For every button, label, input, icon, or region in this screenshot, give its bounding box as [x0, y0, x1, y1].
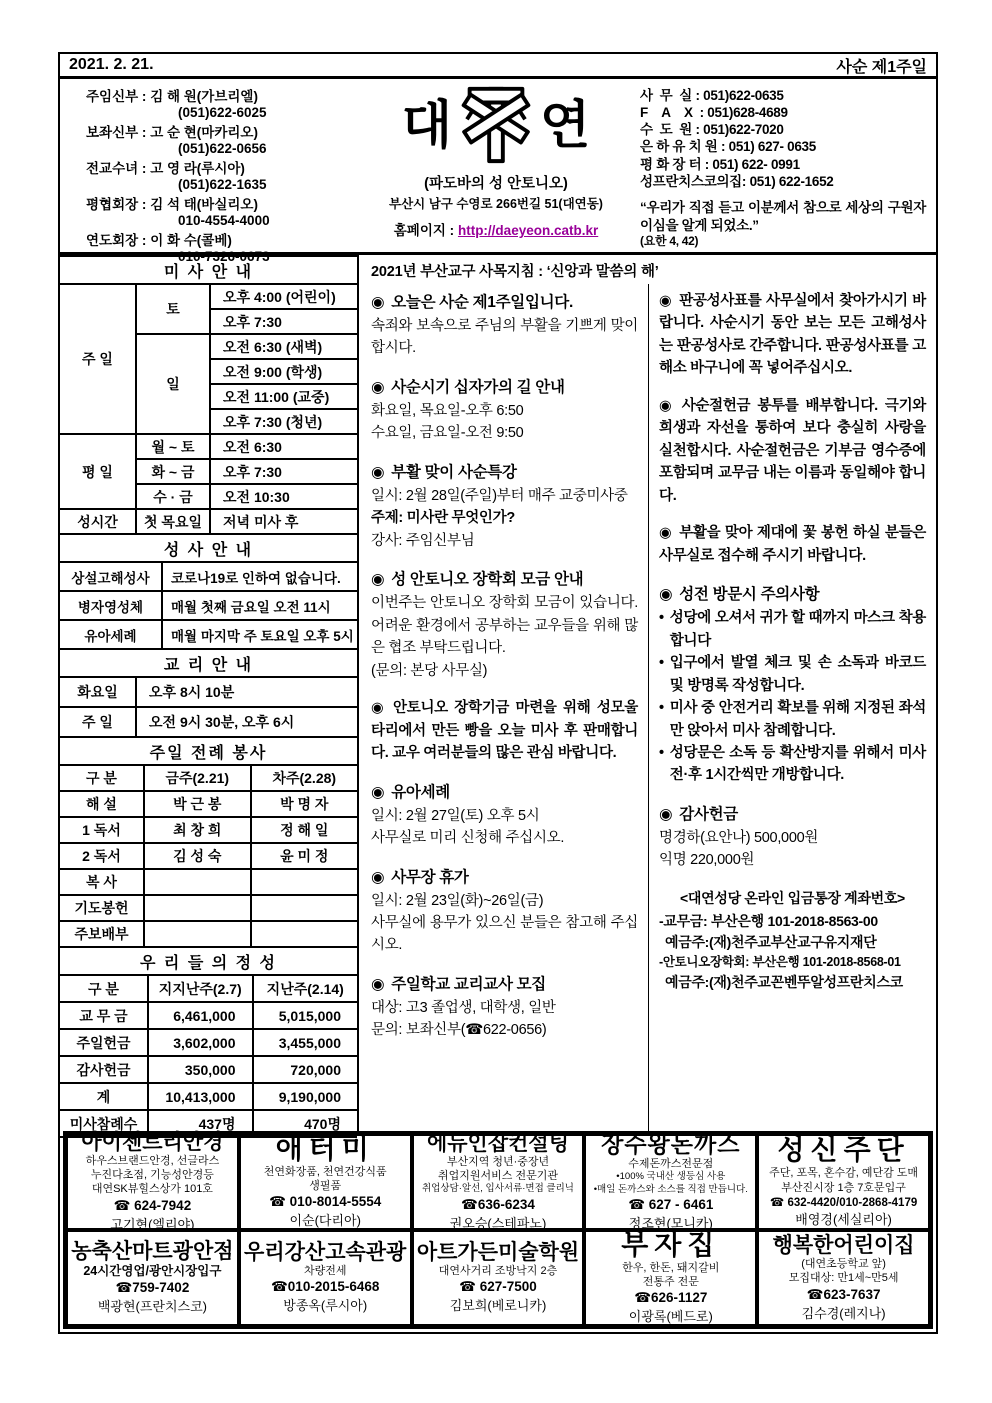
liturgy-roster-table	[60, 736, 357, 948]
scripture-quote: “우리가 직접 듣고 이분께서 참으로 세상의 구원자이심을 알게 되었소.”	[640, 199, 926, 233]
table-title: 성 사 안 내	[60, 534, 357, 562]
notice-text: 성당문은 소독 등 확산방지를 위해서 미사 전·후 1시간씩만 개방합니다.	[669, 744, 926, 784]
contact-name: 고 영 라(루시아)	[150, 160, 245, 176]
table-title: 미 사 안 내	[60, 256, 357, 284]
ad-line: •매일 돈까스와 소스를 직접 만듭니다.	[593, 1183, 748, 1195]
row-label: 화요일	[60, 677, 136, 707]
phone-line: F A X : 051)628-4689	[640, 105, 788, 121]
row-label: 계	[60, 1083, 148, 1110]
announcement	[659, 582, 926, 787]
cell-value	[144, 869, 251, 895]
section-bullet-icon: ◉	[371, 975, 385, 993]
parish-address: 부산시 남구 수영로 266번길 51(대연동)	[389, 197, 603, 211]
row-label: 1 독서	[60, 817, 144, 843]
ads-grid	[63, 1131, 933, 1329]
ad-line: 24시간영업/광안시장입구	[83, 1264, 222, 1279]
announcement-title: 사순시기 십자가의 길 안내	[391, 378, 565, 396]
phone-line: 평 화 장 터 : 051) 622- 0991	[640, 156, 800, 172]
cell-value	[251, 895, 358, 921]
ad-phone: ☎ 010-8014-5554	[269, 1194, 382, 1210]
list-bullet-icon: •	[659, 610, 664, 627]
cell-value: 박 명 자	[251, 791, 358, 817]
ad-line: 누진다초점, 기능성안경등	[90, 1169, 214, 1182]
ad-card	[66, 1230, 239, 1326]
mass-time: 오전 10:30	[210, 484, 357, 509]
ad-line: 부산지역 청년·중장년	[446, 1155, 550, 1168]
ad-title: 아이젠트리안경	[81, 1130, 224, 1154]
row-label: 복 사	[60, 869, 144, 895]
ad-card	[584, 1130, 757, 1231]
ad-person: 이광록(베드로)	[628, 1309, 713, 1325]
day-group-label: 평 일	[60, 434, 136, 509]
section-bullet-icon: ◉	[659, 525, 673, 542]
row-label: 주 일	[60, 707, 136, 737]
masthead	[60, 79, 936, 265]
ad-line: 모집대상: 만1세~만5세	[788, 1272, 899, 1285]
section-bullet-icon: ◉	[371, 868, 385, 886]
ad-person: 김수경(레지나)	[801, 1305, 886, 1321]
row-label: 병자영성체	[60, 591, 162, 620]
logo-char-right: 연	[540, 95, 591, 156]
ad-line: 부산진시장 1층 7호문입구	[781, 1181, 906, 1194]
mass-time: 오후 7:30	[210, 309, 357, 334]
ad-person: 백광현(프란치스코)	[97, 1299, 207, 1315]
row-label: 상설고해성사	[60, 562, 162, 591]
mass-time: 오후 4:00 (어린이)	[210, 284, 357, 309]
section-bullet-icon: ◉	[659, 397, 675, 414]
bank-account-line: 예금주:(재)천주교부산교구유지재단	[665, 933, 877, 950]
mass-time: 오전 11:00 (교중)	[210, 384, 357, 409]
ad-card	[757, 1134, 930, 1230]
homepage-label: 홈페이지 :	[393, 223, 455, 238]
announcement-text: 수요일, 금요일-오전 9:50	[371, 425, 524, 442]
ad-phone: ☎636-6234	[461, 1196, 535, 1212]
ad-person: 이순(다리아)	[289, 1213, 361, 1229]
announcement-text: 주제: 미사란 무엇인가?	[371, 510, 515, 527]
mass-time: 오전 9:00 (학생)	[210, 359, 357, 384]
contact-role: 평협회장 :	[86, 196, 147, 212]
section-bullet-icon: ◉	[371, 571, 385, 589]
announcement	[371, 697, 638, 764]
announcement-text: (문의: 본당 사무실)	[371, 662, 488, 679]
cell-value: 박 근 봉	[144, 791, 251, 817]
ad-phone: ☎ 624-7942	[113, 1197, 192, 1213]
announcement	[371, 375, 638, 445]
notice-bullet	[659, 607, 926, 652]
ad-phone: ☎ 627-7500	[459, 1279, 537, 1295]
bank-account-heading: <대연성당 온라인 입금통장 계좌번호>	[680, 889, 905, 906]
issue-date: 2021. 2. 21.	[69, 56, 154, 73]
phone-directory	[630, 79, 936, 252]
contact-name: 이 화 수(콜베)	[150, 232, 232, 248]
amount-cell: 3,602,000	[148, 1029, 253, 1056]
contact-entry	[86, 89, 362, 122]
announcement-text: 이번주는 안토니오 장학회 모금이 있습니다. 어려운 환경에서 공부하는 교우들을 위해 많은 협조 부탁드립니다.	[371, 595, 638, 657]
announcement	[659, 522, 926, 567]
ad-line: 취업상담·알선, 입사서류·면접 클리닉	[422, 1183, 574, 1195]
announcement-text: 부활을 맞아 제대에 꽃 봉헌 하실 분들은 사무실로 접수해 주시기 바랍니다.	[659, 525, 926, 564]
ad-line: •100% 국내산 생등심 사용	[616, 1171, 726, 1183]
amount-cell: 10,413,000	[148, 1083, 253, 1110]
ad-line: 대연SK뷰힐스상가 101호	[91, 1183, 213, 1196]
announcement	[659, 395, 926, 507]
announcement-text: 속죄와 보속으로 주님의 부활을 기쁘게 맞이 합시다.	[371, 318, 638, 357]
ad-line: 하우스브랜드안경, 선글라스	[85, 1154, 220, 1167]
announcement-title: 주일학교 교리교사 모집	[391, 975, 546, 993]
announcements-right-column	[648, 284, 936, 1131]
ad-card	[757, 1230, 930, 1326]
phone-line: 사 무 실 : 051)622-0635	[640, 88, 784, 103]
cell-value	[144, 895, 251, 921]
ad-title: 부자집	[621, 1229, 721, 1261]
ad-line: 전통주 전문	[642, 1276, 699, 1289]
section-bullet-icon: ◉	[371, 294, 385, 311]
amount-cell: 470명	[253, 1110, 358, 1137]
announcement	[371, 460, 638, 552]
ad-card	[584, 1230, 757, 1326]
announcement-title: 오늘은 사순 제1주일입니다.	[391, 294, 573, 311]
notice-bullet	[659, 697, 926, 742]
mass-time: 저녁 미사 후	[210, 509, 357, 534]
announcement-text: 일시: 2월 23일(화)~26일(금)	[371, 892, 544, 909]
ad-phone: ☎ 627 - 6461	[628, 1196, 714, 1212]
contact-role: 연도회장 :	[86, 232, 147, 248]
contact-role: 전교수녀 :	[86, 160, 147, 176]
ad-title: 성신주단	[777, 1134, 910, 1166]
phone-line: 은 하 유 치 원 : 051) 627- 0635	[640, 139, 816, 155]
main-content	[60, 255, 936, 1131]
ad-person: 고기현(엘리야)	[110, 1216, 195, 1232]
ad-card	[412, 1131, 585, 1231]
day-label: 화 ~ 금	[136, 459, 210, 484]
contact-phone: 010-4554-4000	[178, 213, 270, 229]
announcement	[659, 290, 926, 380]
announcement-text: 일시: 2월 27일(토) 오후 5시	[371, 807, 540, 824]
cell-value: 오후 8시 10분	[136, 677, 357, 707]
ad-card	[66, 1130, 239, 1232]
row-label: 기도봉헌	[60, 895, 144, 921]
bank-account-line: -교무금: 부산은행 101-2018-8563-00	[659, 912, 878, 929]
cell-value: 오전 9시 30분, 오후 6시	[136, 707, 357, 737]
ad-line: 수제돈까스전문점	[628, 1157, 714, 1170]
contact-name: 김 석 태(바실리오)	[150, 196, 258, 212]
ad-title: 에듀인잡컨설팅	[426, 1131, 569, 1155]
row-label: 미사참례수	[60, 1110, 148, 1137]
table-title: 우 리 들 의 정 성	[60, 947, 357, 975]
announcement-text: 판공성사표를 사무실에서 찾아가시기 바랍니다. 사순시기 동안 보는 모든 고해성사는 판공성사로 간주합니다. 판공성사표를 고해소 바구니에 꼭 넣어주십시오.	[659, 293, 926, 377]
ad-phone: ☎759-7402	[115, 1280, 190, 1296]
ad-phone: ☎626-1127	[634, 1290, 708, 1306]
ad-card	[412, 1230, 585, 1326]
contact-phone: (051)622-1635	[178, 177, 267, 193]
section-bullet-icon: ◉	[371, 783, 385, 801]
cell-value: 윤 미 정	[251, 843, 358, 869]
day-label: 토	[136, 284, 210, 334]
phone-line: 수 도 원 : 051)622-7020	[640, 122, 784, 138]
announcement-text: 강사: 주임신부님	[371, 532, 475, 549]
ad-line: 생필품	[309, 1180, 342, 1193]
ad-title: 장수왕돈까스	[601, 1130, 741, 1157]
ad-card	[239, 1230, 412, 1326]
ad-person: 권오승(스테파노)	[449, 1215, 547, 1231]
cell-value: 매월 마지막 주 토요일 오후 5시	[162, 620, 357, 649]
announcement-area	[359, 255, 936, 1131]
notice-text: 미사 중 안전거리 확보를 위해 지정된 좌석만 앉아서 미사 참례합니다.	[669, 700, 926, 739]
cell-value: 코로나19로 인하여 없습니다.	[162, 562, 357, 591]
notice-bullet	[659, 742, 926, 787]
column-header: 구 분	[60, 765, 144, 791]
schedule-column	[60, 255, 359, 1131]
announcements-left-column	[359, 284, 648, 1131]
cell-value	[251, 869, 358, 895]
list-bullet-icon: •	[659, 700, 664, 717]
column-header: 지지난주(2.7)	[148, 975, 253, 1002]
homepage-row	[362, 219, 630, 239]
column-header: 지난주(2.14)	[253, 975, 358, 1002]
ad-title: 아트가든미술학원	[416, 1241, 580, 1265]
section-bullet-icon: ◉	[659, 293, 673, 309]
bank-account-line: -안토니오장학회: 부산은행 101-2018-8568-01	[659, 954, 901, 969]
section-bullet-icon: ◉	[659, 805, 673, 823]
contact-role: 주임신부 :	[86, 89, 147, 104]
ad-phone: ☎ 632-4420/010-2868-4179	[769, 1196, 918, 1209]
cell-value: 최 창 희	[144, 817, 251, 843]
diocese-motto: 2021년 부산교구 사목지침 : ‘신앙과 말씀의 해’	[371, 264, 659, 280]
row-label: 주일헌금	[60, 1029, 148, 1056]
amount-cell: 3,455,000	[253, 1029, 358, 1056]
day-label: 첫 목요일	[136, 509, 210, 534]
contact-name: 고 순 현(마카리오)	[150, 124, 258, 140]
announcement-title: 성 안토니오 장학회 모금 안내	[391, 571, 584, 589]
announcement-title: 감사헌금	[679, 805, 738, 823]
cell-value: 매월 첫째 금요일 오전 11시	[162, 591, 357, 620]
contact-phone: (051)622-0656	[178, 141, 267, 157]
catechism-table	[60, 648, 357, 738]
notice-text: 입구에서 발열 체크 및 손 소독과 바코드 및 방명록 작성합니다.	[669, 655, 926, 694]
ad-person: 정조현(모니카)	[628, 1215, 713, 1231]
notice-text: 성당에 오셔서 귀가 할 때까지 마스크 착용합니다	[669, 610, 926, 649]
announcement-title: 유아세례	[391, 783, 450, 801]
announcement	[371, 972, 638, 1042]
amount-cell: 9,190,000	[253, 1083, 358, 1110]
mass-time: 오후 7:30 (청년)	[210, 409, 357, 434]
section-bullet-icon: ◉	[659, 586, 673, 604]
announcement-text: 안토니오 장학기금 마련을 위해 성모울타리에서 만든 빵을 오늘 미사 후 판매합니다. 교우 여러분들의 많은 관심 바랍니다.	[371, 700, 638, 762]
amount-cell: 350,000	[148, 1056, 253, 1083]
announcement	[371, 780, 638, 850]
contact-entry	[86, 161, 362, 194]
day-label: 수 · 금	[136, 484, 210, 509]
ad-person: 김보희(베로니카)	[449, 1298, 547, 1314]
contact-phone: 010-7326-0673	[178, 249, 270, 265]
issue-season: 사순 제1주일	[836, 58, 927, 76]
day-group-label: 주 일	[60, 284, 136, 434]
announcement-text: 일시: 2월 28일(주일)부터 매주 교중미사중	[371, 487, 628, 504]
announcement-text: 익명 220,000원	[659, 852, 755, 869]
announcement-text: 화요일, 목요일-오후 6:50	[371, 402, 524, 419]
bank-account-line: 예금주:(재)천주교꼰벤뚜알성프란치스코	[665, 973, 903, 990]
table-title: 주일 전례 봉사	[60, 737, 357, 765]
announcement	[371, 290, 638, 360]
amount-cell: 437명	[148, 1110, 253, 1137]
contact-entry	[86, 197, 362, 230]
ad-phone: ☎623-7637	[806, 1286, 881, 1302]
section-bullet-icon: ◉	[371, 463, 385, 481]
row-label: 교 무 금	[60, 1002, 148, 1029]
cell-value	[144, 921, 251, 947]
ad-line: 차량전세	[303, 1265, 347, 1278]
list-bullet-icon: •	[659, 744, 664, 761]
mass-time: 오전 6:30	[210, 434, 357, 459]
ad-title: 농축산마트광안점	[71, 1240, 234, 1264]
row-label: 2 독서	[60, 843, 144, 869]
ad-line: 주단, 포목, 혼수감, 예단감 도매	[769, 1167, 919, 1180]
ad-title: 우리강산고속관광	[244, 1241, 407, 1265]
ad-line: 대연사거리 조방낙지 2층	[438, 1265, 558, 1278]
amount-cell: 720,000	[253, 1056, 358, 1083]
parish-logo	[362, 83, 630, 169]
parish-emblem-icon	[454, 81, 538, 172]
contact-entry	[86, 125, 362, 158]
contact-name: 김 해 원(가브리엘)	[150, 89, 258, 104]
homepage-link[interactable]: http://daeyeon.catb.kr	[457, 223, 599, 238]
sacrament-table	[60, 533, 357, 650]
row-label: 성시간	[60, 509, 136, 534]
announcement-title: 사무장 휴가	[391, 868, 469, 886]
announcement-text: 사무실로 미리 신청해 주십시오.	[371, 830, 565, 847]
parish-subtitle: (파도바의 성 안토니오)	[424, 176, 568, 192]
announcement-text: 문의: 보좌신부(☎622-0656)	[371, 1022, 547, 1039]
announcement-title: 부활 맞이 사순특강	[391, 463, 517, 481]
announcement-text: 대상: 고3 졸업생, 대학생, 일반	[371, 999, 556, 1016]
announcement	[659, 802, 926, 872]
contact-list	[60, 79, 362, 265]
mass-time: 오후 7:30	[210, 459, 357, 484]
announcement	[371, 865, 638, 957]
row-label: 해 설	[60, 791, 144, 817]
announcement	[371, 567, 638, 682]
announcement-text: 명경하(요안나) 500,000원	[659, 829, 819, 846]
phone-line: 성프란치스코의집: 051) 622-1652	[640, 173, 834, 189]
column-header: 차주(2.28)	[251, 765, 358, 791]
ad-line: (대연초등학교 앞)	[801, 1258, 886, 1271]
cell-value	[251, 921, 358, 947]
announcement-title: 성전 방문시 주의사항	[679, 586, 820, 604]
column-header: 구 분	[60, 975, 148, 1002]
row-label: 주보배부	[60, 921, 144, 947]
top-strip	[60, 54, 936, 79]
ad-line: 천연화장품, 천연건강식품	[263, 1165, 387, 1178]
list-bullet-icon: •	[659, 655, 664, 672]
row-label: 감사헌금	[60, 1056, 148, 1083]
cell-value: 정 해 일	[251, 817, 358, 843]
logo-char-left: 대	[401, 95, 452, 156]
ad-phone: ☎010-2015-6468	[270, 1279, 380, 1295]
contact-phone: (051)622-6025	[178, 105, 267, 121]
ad-line: 취업지원서비스 전문기관	[438, 1170, 558, 1183]
offering-table	[60, 946, 357, 1138]
day-label: 월 ~ 토	[136, 434, 210, 459]
section-bullet-icon: ◉	[371, 700, 387, 717]
ad-person: 배영경(세실리아)	[795, 1211, 892, 1227]
section-bullet-icon: ◉	[371, 378, 385, 396]
column-header: 금주(2.21)	[144, 765, 251, 791]
amount-cell: 5,015,000	[253, 1002, 358, 1029]
ad-person: 방종옥(루시아)	[283, 1298, 368, 1314]
row-label: 유아세례	[60, 620, 162, 649]
day-label: 일	[136, 334, 210, 434]
bulletin-page	[58, 52, 938, 1334]
bank-account-block	[659, 888, 926, 993]
contact-role: 보좌신부 :	[86, 124, 147, 140]
mass-time: 오전 6:30 (새벽)	[210, 334, 357, 359]
ad-title: 애터미	[275, 1133, 375, 1165]
cell-value: 김 성 숙	[144, 843, 251, 869]
ad-card	[239, 1134, 412, 1230]
amount-cell: 6,461,000	[148, 1002, 253, 1029]
announcement-columns	[359, 284, 936, 1131]
ad-line: 한우, 한돈, 돼지갈비	[622, 1261, 720, 1274]
mass-schedule-table	[60, 255, 357, 535]
notice-bullet	[659, 652, 926, 697]
table-title: 교 리 안 내	[60, 649, 357, 677]
parish-logo-block	[362, 79, 630, 252]
announcement-text: 사순절헌금 봉투를 배부합니다. 극기와 희생과 자선을 통하여 보다 충실히 사랑을 실천합시다. 사순절헌금은 기부금 영수증에 포함되며 교무금 내는 이름과 동일해야 합니다.	[659, 397, 926, 504]
announcement-text: 사무실에 용무가 있으신 분들은 참고해 주십시오.	[371, 914, 638, 954]
scripture-reference: (요한 4, 42)	[640, 234, 699, 249]
ad-title: 행복한어린이집	[772, 1233, 915, 1257]
